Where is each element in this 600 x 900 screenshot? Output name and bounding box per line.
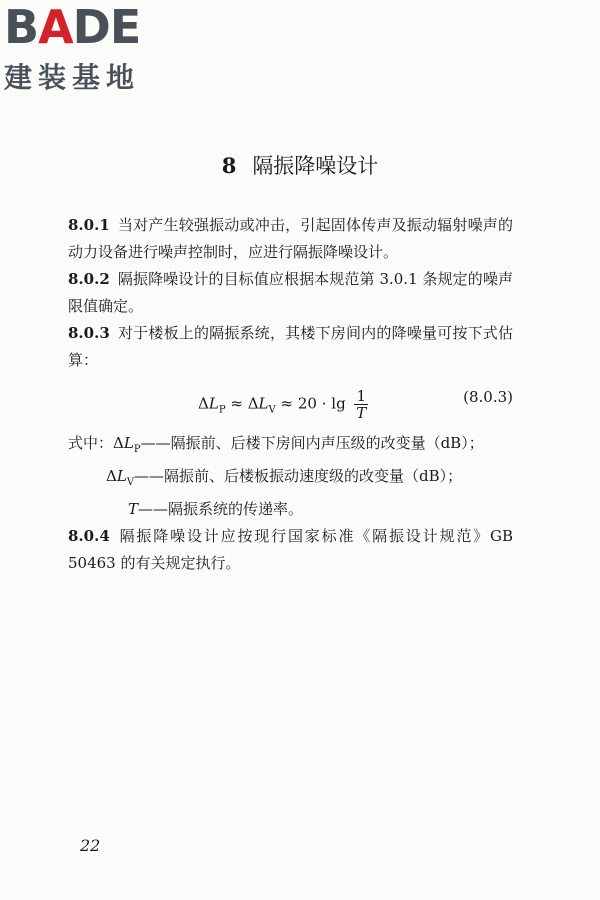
clause-number: 8.0.3 <box>68 324 110 342</box>
formula-8-0-3 <box>68 376 513 426</box>
formula-fraction: $\frac{1}{T}$ <box>356 387 367 422</box>
clause-8-0-1 <box>68 212 513 266</box>
chapter-number: 8 <box>221 153 237 178</box>
chapter-heading <box>0 150 600 180</box>
bade-logo <box>4 0 141 96</box>
formula-expression: $\Delta L_P \approx \Delta L_V \approx 20 \cdot \lg$ $\frac{1}{T}$ <box>198 387 367 422</box>
chapter-title: 隔振降噪设计 <box>252 154 379 178</box>
clause-8-0-3 <box>68 320 513 374</box>
clause-8-0-4 <box>68 523 513 577</box>
clause-number: 8.0.2 <box>68 270 110 288</box>
clause-text: 当对产生较强振动或冲击，引起固体传声及振动辐射噪声的动力设备进行噪声控制时，应进行隔振降噪设计。 <box>68 216 513 261</box>
definition-t: T——隔振系统的传递率。 <box>128 500 304 518</box>
clause-text: 对于楼板上的隔振系统，其楼下房间内的降噪量可按下式估算： <box>68 324 513 369</box>
logo-wordmark: BADE <box>4 0 141 54</box>
document-body <box>68 212 513 577</box>
definition-delta-lv: $\Delta L_V——$隔振前、后楼板振动速度级的改变量（dB）； <box>106 467 463 488</box>
clause-text: 隔振降噪设计应按现行国家标准《隔振设计规范》GB 50463 的有关规定执行。 <box>68 527 513 572</box>
logo-subtitle: 建装基地 <box>4 61 141 94</box>
clause-8-0-2 <box>68 266 513 320</box>
clause-text: 隔振降噪设计的目标值应根据本规范第 3.0.1 条规定的噪声限值确定。 <box>68 270 513 315</box>
clause-number: 8.0.1 <box>68 216 110 234</box>
page-number: 22 <box>80 836 101 855</box>
definition-delta-lp: 式中：$\Delta L_P——$隔振前、后楼下房间内声压级的改变量（dB）； <box>68 434 484 455</box>
clause-number: 8.0.4 <box>68 527 110 545</box>
formula-number: (8.0.3) <box>463 388 513 406</box>
